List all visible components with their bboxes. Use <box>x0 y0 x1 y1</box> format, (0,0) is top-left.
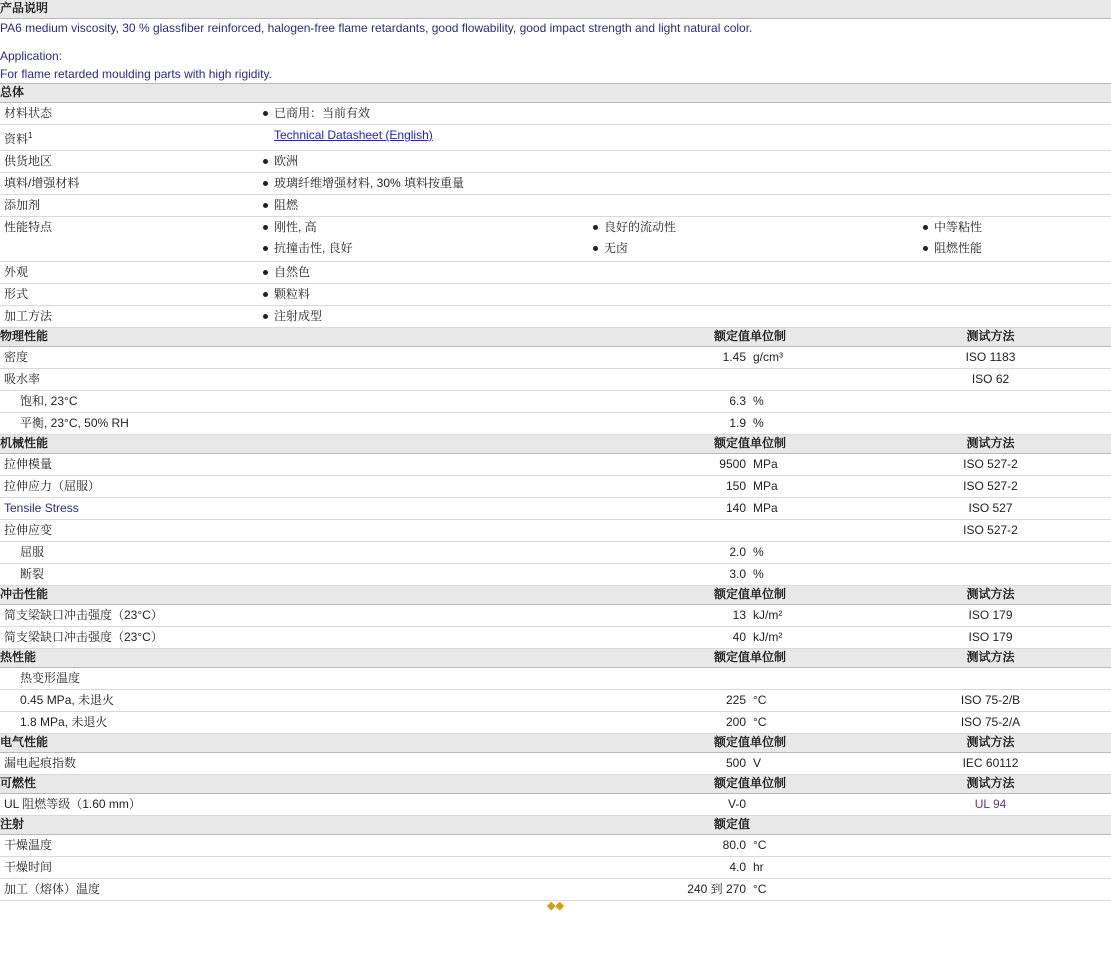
row-label: Tensile Stress <box>0 498 260 520</box>
table-row <box>0 262 1111 284</box>
section-header-mechanical <box>0 435 1111 454</box>
row-value: 150 <box>260 476 750 498</box>
row-test-method: ISO 179 <box>870 627 1111 649</box>
row-label: 简支梁缺口冲击强度（23°C） <box>0 627 260 649</box>
table-row <box>0 306 1111 328</box>
column-header-unit: 单位制 <box>750 586 870 605</box>
column-header-test-method: 测试方法 <box>870 775 1111 794</box>
brand-logo-icon: ◆◆ <box>547 901 564 912</box>
row-label: 热变形温度 <box>0 668 260 690</box>
row-bullets <box>260 151 1111 173</box>
row-label: 添加剂 <box>0 195 260 217</box>
table-row <box>0 857 1111 879</box>
column-header-value: 额定值 <box>260 649 750 668</box>
row-value: 6.3 <box>260 391 750 413</box>
row-label <box>0 125 260 151</box>
table-row <box>0 173 1111 195</box>
list-item: 中等粘性 <box>920 217 1100 238</box>
column-header-value: 额定值 <box>260 775 750 794</box>
row-value: 240 到 270 <box>260 879 750 901</box>
row-label: 干燥温度 <box>0 835 260 857</box>
description-row <box>0 19 1111 84</box>
row-value: 225 <box>260 690 750 712</box>
section-title: 物理性能 <box>0 328 260 347</box>
technical-datasheet-link[interactable]: Technical Datasheet (English) <box>274 128 433 142</box>
description-line-3: Application: <box>0 49 63 63</box>
row-value: 500 <box>260 753 750 775</box>
table-row <box>0 195 1111 217</box>
row-test-method <box>870 879 1111 901</box>
row-label: 供货地区 <box>0 151 260 173</box>
row-label: 加工方法 <box>0 306 260 328</box>
row-bullets <box>260 306 1111 328</box>
section-header-physical <box>0 328 1111 347</box>
row-value <box>260 520 750 542</box>
row-label: 密度 <box>0 347 260 369</box>
section-header-impact <box>0 586 1111 605</box>
row-label: 材料状态 <box>0 103 260 125</box>
row-label: 外观 <box>0 262 260 284</box>
table-row <box>0 151 1111 173</box>
row-label: 漏电起痕指数 <box>0 753 260 775</box>
row-test-method: ISO 1183 <box>870 347 1111 369</box>
table-row <box>0 690 1111 712</box>
row-unit: kJ/m² <box>750 627 870 649</box>
table-row <box>0 103 1111 125</box>
row-label: 简支梁缺口冲击强度（23°C） <box>0 605 260 627</box>
column-header-unit: 单位制 <box>750 734 870 753</box>
row-unit: MPa <box>750 454 870 476</box>
table-row <box>0 454 1111 476</box>
row-value: 3.0 <box>260 564 750 586</box>
row-unit <box>750 520 870 542</box>
column-header-test-method: 测试方法 <box>870 435 1111 454</box>
row-test-method: IEC 60112 <box>870 753 1111 775</box>
table-row <box>0 605 1111 627</box>
row-value <box>260 369 750 391</box>
table-row <box>0 217 1111 262</box>
row-label: 拉伸模量 <box>0 454 260 476</box>
row-unit <box>750 794 870 816</box>
table-row <box>0 794 1111 816</box>
row-test-method: ISO 75-2/B <box>870 690 1111 712</box>
list-item: 玻璃纤维增强材料, 30% 填料按重量 <box>260 173 464 194</box>
section-title: 冲击性能 <box>0 586 260 605</box>
list-item: 抗撞击性, 良好 <box>260 238 590 259</box>
list-item: 无卤 <box>590 238 920 259</box>
row-test-method: ISO 75-2/A <box>870 712 1111 734</box>
description-cell <box>0 19 1111 84</box>
row-value: 4.0 <box>260 857 750 879</box>
table-row <box>0 712 1111 734</box>
row-value <box>260 668 750 690</box>
row-unit: °C <box>750 690 870 712</box>
row-label: 加工（熔体）温度 <box>0 879 260 901</box>
row-unit <box>750 668 870 690</box>
section-title: 总体 <box>0 84 1111 103</box>
list-item: 已商用：当前有效 <box>260 103 590 124</box>
row-unit: hr <box>750 857 870 879</box>
row-label: 形式 <box>0 284 260 306</box>
row-bullets <box>260 262 1111 284</box>
section-header-thermal <box>0 649 1111 668</box>
row-value: 140 <box>260 498 750 520</box>
table-row <box>0 520 1111 542</box>
section-header-electrical <box>0 734 1111 753</box>
row-test-method <box>870 857 1111 879</box>
table-row <box>0 125 1111 151</box>
row-unit: °C <box>750 879 870 901</box>
row-test-method <box>870 413 1111 435</box>
table-row <box>0 498 1111 520</box>
column-header-unit: 单位制 <box>750 328 870 347</box>
row-unit: % <box>750 391 870 413</box>
section-title: 注射 <box>0 816 260 835</box>
row-label: 断裂 <box>0 564 260 586</box>
column-header-unit: 单位制 <box>750 649 870 668</box>
row-label: 0.45 MPa, 未退火 <box>0 690 260 712</box>
row-unit: % <box>750 564 870 586</box>
row-value: 1.45 <box>260 347 750 369</box>
table-row <box>0 476 1111 498</box>
row-bullets <box>260 103 1111 125</box>
row-label: 干燥时间 <box>0 857 260 879</box>
row-unit: kJ/m² <box>750 605 870 627</box>
row-test-method <box>870 668 1111 690</box>
table-row <box>0 391 1111 413</box>
row-label: 吸水率 <box>0 369 260 391</box>
list-item: 刚性, 高 <box>260 217 590 238</box>
row-test-method: ISO 527 <box>870 498 1111 520</box>
row-label: 拉伸应力（屈服） <box>0 476 260 498</box>
section-header-injection <box>0 816 1111 835</box>
column-header-value: 额定值 <box>260 734 750 753</box>
row-unit: % <box>750 542 870 564</box>
row-value: 200 <box>260 712 750 734</box>
row-test-method: ISO 62 <box>870 369 1111 391</box>
table-row <box>0 347 1111 369</box>
column-header-value: 额定值 <box>260 586 750 605</box>
row-unit: °C <box>750 835 870 857</box>
column-header-value: 额定值 <box>260 435 750 454</box>
section-title: 可燃性 <box>0 775 260 794</box>
column-header-test-method: 测试方法 <box>870 649 1111 668</box>
section-header-flammability <box>0 775 1111 794</box>
row-value: 9500 <box>260 454 750 476</box>
description-line-4: For flame retarded moulding parts with high rigidity. <box>0 67 272 81</box>
row-test-method: ISO 179 <box>870 605 1111 627</box>
list-item: 颗粒料 <box>260 284 590 305</box>
table-row <box>0 542 1111 564</box>
column-header-test-method: 测试方法 <box>870 734 1111 753</box>
column-header-test-method <box>870 816 1111 835</box>
row-unit: °C <box>750 712 870 734</box>
row-test-method: ISO 527-2 <box>870 454 1111 476</box>
row-label: 性能特点 <box>0 217 260 262</box>
row-unit: % <box>750 413 870 435</box>
row-test-method: ISO 527-2 <box>870 520 1111 542</box>
row-value: 80.0 <box>260 835 750 857</box>
list-item: 阻燃性能 <box>920 238 1100 259</box>
row-unit: V <box>750 753 870 775</box>
page-title: 产品说明 <box>0 0 1111 19</box>
row-unit <box>750 369 870 391</box>
row-label: 1.8 MPa, 未退火 <box>0 712 260 734</box>
row-value: 13 <box>260 605 750 627</box>
row-test-method[interactable]: UL 94 <box>870 794 1111 816</box>
row-unit: MPa <box>750 498 870 520</box>
row-test-method <box>870 564 1111 586</box>
row-unit: g/cm³ <box>750 347 870 369</box>
section-title: 电气性能 <box>0 734 260 753</box>
row-value: 40 <box>260 627 750 649</box>
row-bullets <box>260 173 1111 195</box>
row-test-method <box>870 835 1111 857</box>
footnote-marker: 1 <box>28 131 33 140</box>
description-spacer <box>0 37 1111 47</box>
row-test-method: ISO 527-2 <box>870 476 1111 498</box>
row-label: 拉伸应变 <box>0 520 260 542</box>
page-footer-brand <box>0 901 1111 913</box>
table-row <box>0 835 1111 857</box>
table-row <box>0 627 1111 649</box>
column-header-unit: 单位制 <box>750 435 870 454</box>
row-value: 1.9 <box>260 413 750 435</box>
row-label-text: 资料 <box>4 132 29 146</box>
table-row <box>0 413 1111 435</box>
document-header-row <box>0 0 1111 19</box>
column-header-unit: 单位制 <box>750 775 870 794</box>
table-row <box>0 879 1111 901</box>
row-bullets <box>260 195 1111 217</box>
column-header-unit <box>750 816 870 835</box>
row-test-method <box>870 542 1111 564</box>
description-line-1: PA6 medium viscosity, 30 % glassfiber reinforced, halogen-free flame retardants, good flowability, good impact strength and light natural color. <box>0 21 753 35</box>
section-title: 机械性能 <box>0 435 260 454</box>
row-value: 2.0 <box>260 542 750 564</box>
column-header-test-method: 测试方法 <box>870 586 1111 605</box>
column-header-value: 额定值 <box>260 816 750 835</box>
row-label: 屈服 <box>0 542 260 564</box>
row-link-cell <box>260 125 1111 151</box>
table-row <box>0 753 1111 775</box>
table-row <box>0 284 1111 306</box>
row-bullets <box>260 284 1111 306</box>
list-item: 注射成型 <box>260 306 590 327</box>
table-row <box>0 369 1111 391</box>
table-row <box>0 668 1111 690</box>
column-header-value: 额定值 <box>260 328 750 347</box>
row-test-method <box>870 391 1111 413</box>
table-row <box>0 564 1111 586</box>
list-item: 自然色 <box>260 262 590 283</box>
row-bullets <box>260 217 1111 262</box>
row-label: 饱和, 23°C <box>0 391 260 413</box>
list-item: 阻燃 <box>260 195 590 216</box>
column-header-test-method: 测试方法 <box>870 328 1111 347</box>
row-label: 填料/增强材料 <box>0 173 260 195</box>
section-title: 热性能 <box>0 649 260 668</box>
list-item: 良好的流动性 <box>590 217 920 238</box>
row-label: UL 阻燃等级（1.60 mm） <box>0 794 260 816</box>
row-label: 平衡, 23°C, 50% RH <box>0 413 260 435</box>
section-header-general <box>0 84 1111 103</box>
row-unit: MPa <box>750 476 870 498</box>
list-item: 欧洲 <box>260 151 590 172</box>
row-value: V-0 <box>260 794 750 816</box>
